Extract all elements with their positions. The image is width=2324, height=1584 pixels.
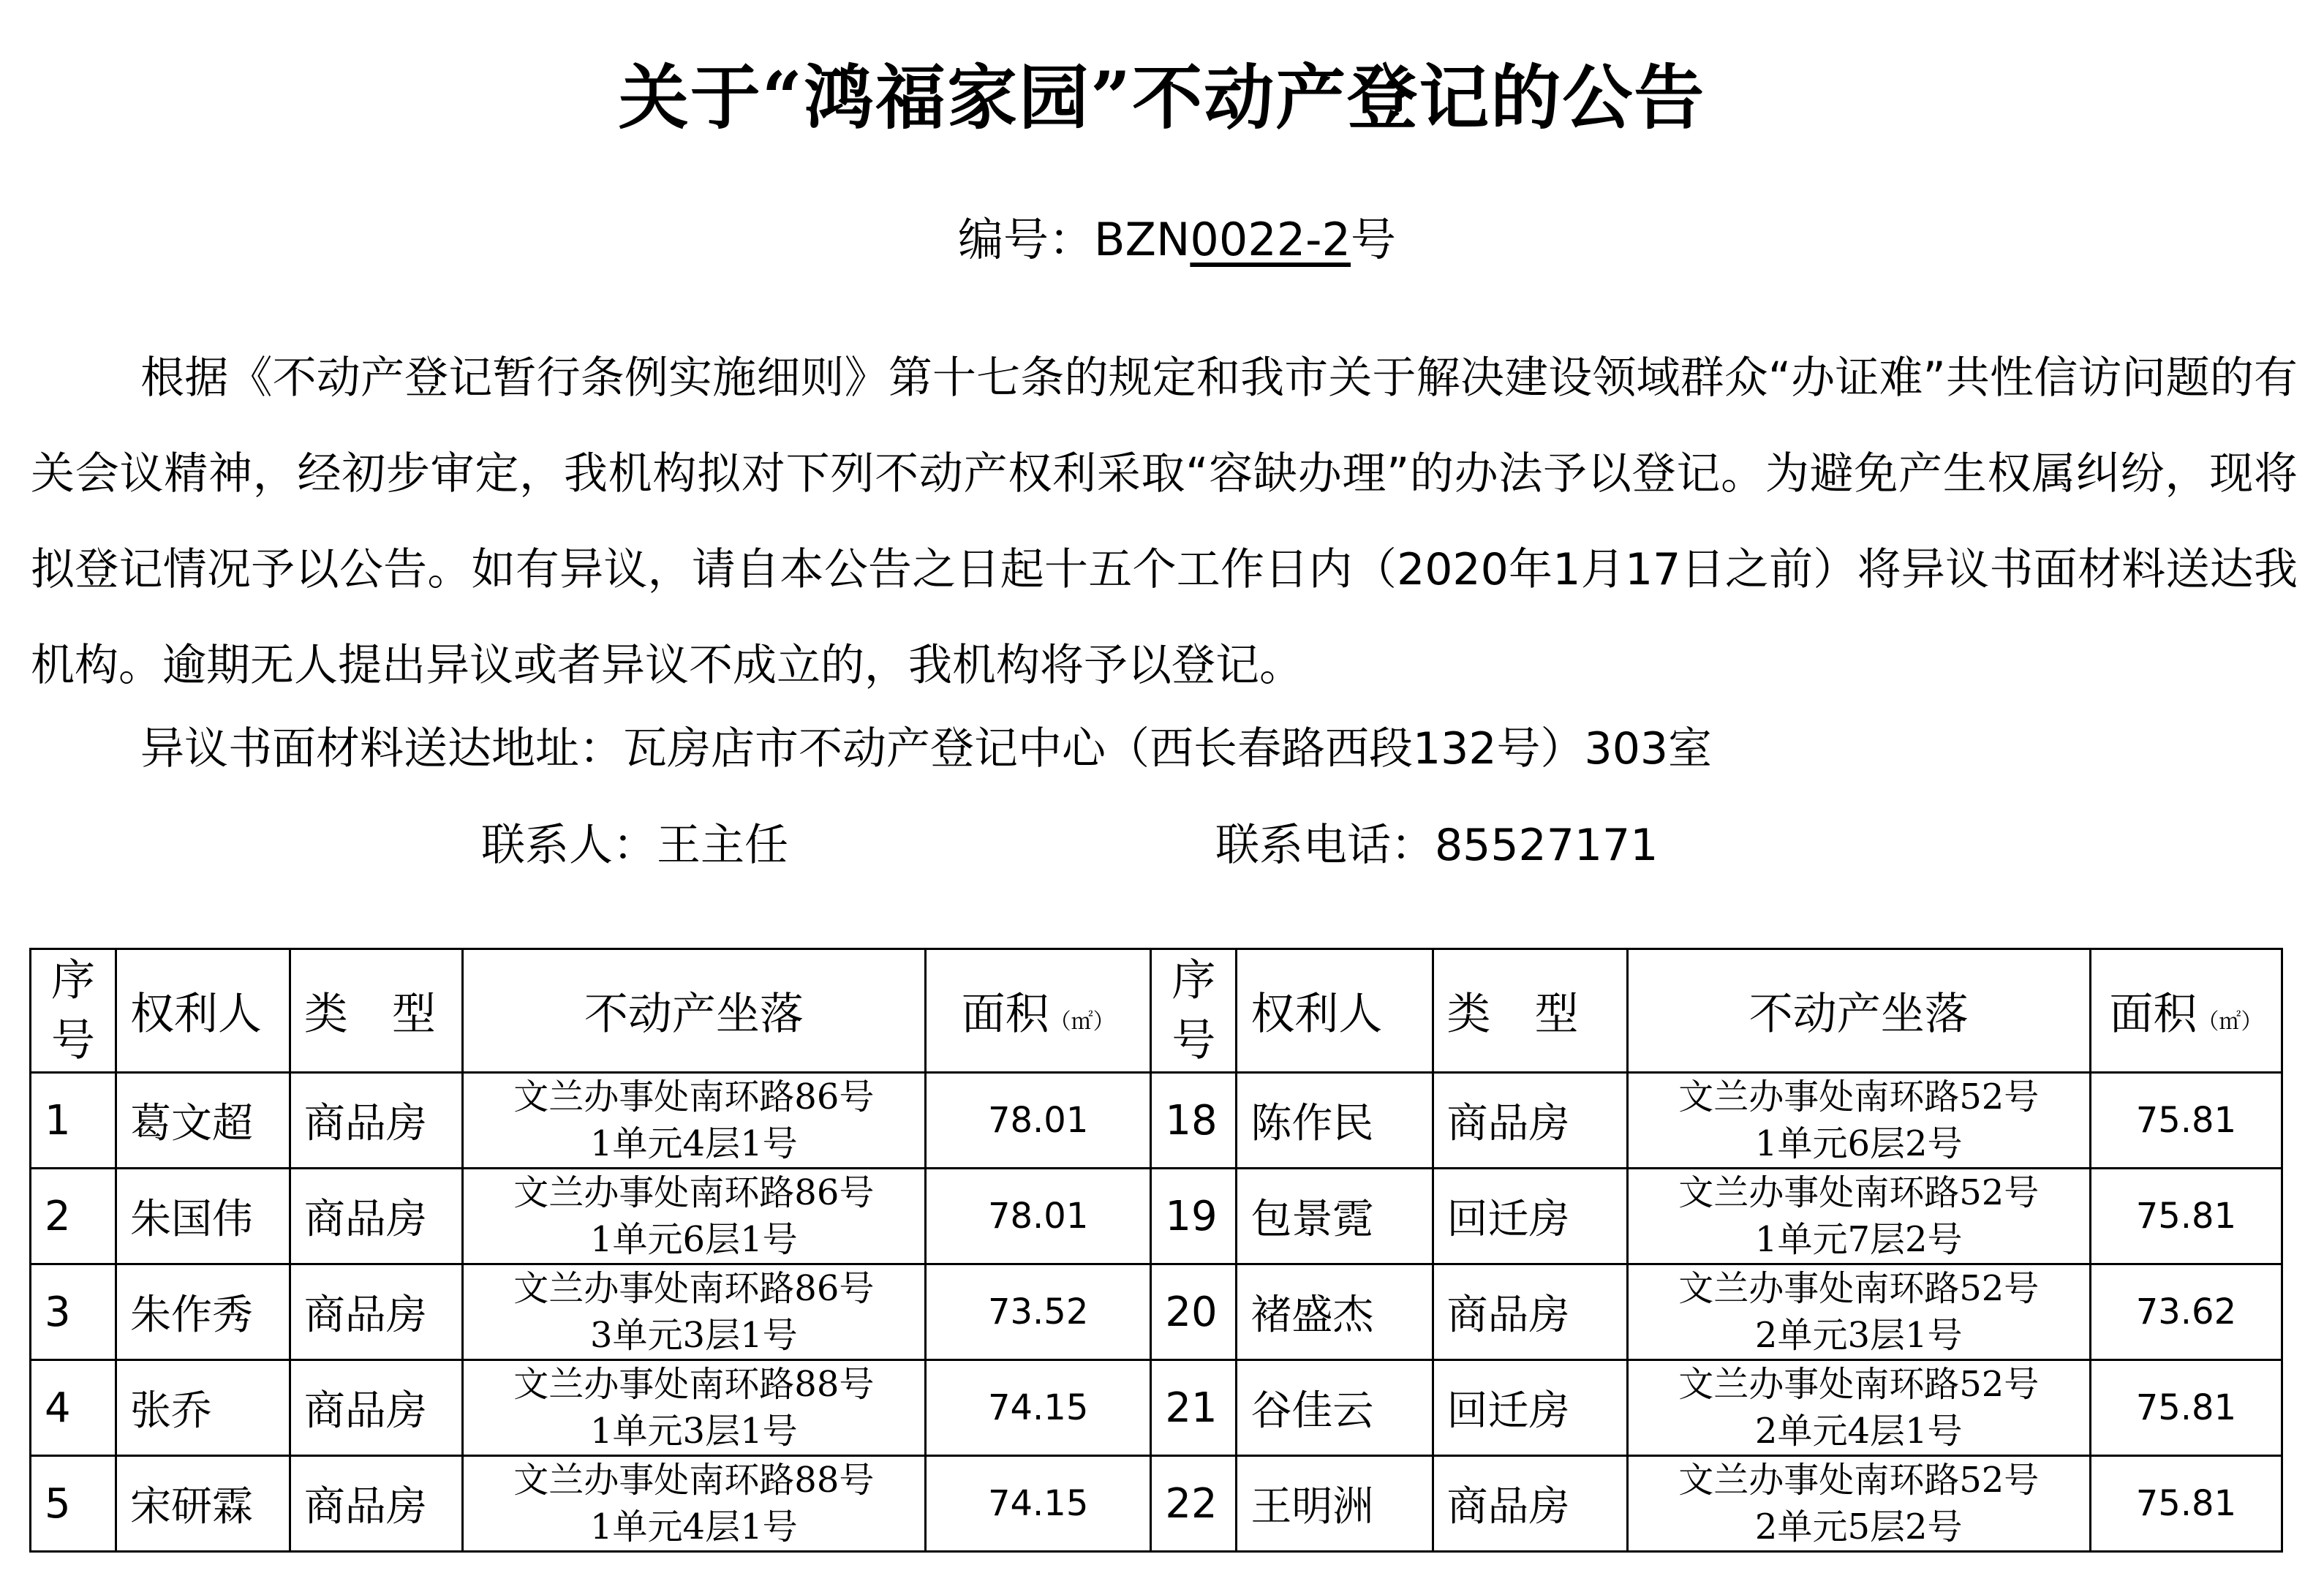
header-type: 类 型 [290, 949, 462, 1073]
cell-area: 75.81 [2090, 1169, 2282, 1264]
contact-phone: 联系电话：85527171 [1215, 820, 1659, 871]
notice-title: 关于“鸿福家园”不动产登记的公告 [618, 56, 1706, 139]
doc-number-prefix: 编号：BZN [958, 213, 1191, 266]
cell-location: 文兰办事处南环路88号 1单元4层1号 [462, 1456, 925, 1552]
cell-type: 商品房 [1433, 1073, 1627, 1169]
cell-seq: 4 [31, 1360, 116, 1456]
header-seq: 序 号 [31, 949, 116, 1073]
cell-holder: 褚盛杰 [1237, 1264, 1433, 1360]
header-holder: 权利人 [1237, 949, 1433, 1073]
header-holder: 权利人 [116, 949, 290, 1073]
cell-seq: 2 [31, 1169, 116, 1264]
cell-holder: 包景霓 [1237, 1169, 1433, 1264]
cell-type: 商品房 [290, 1456, 462, 1552]
header-area: 面积（㎡） [925, 949, 1151, 1073]
cell-seq: 22 [1151, 1456, 1237, 1552]
cell-type: 商品房 [290, 1264, 462, 1360]
cell-type: 商品房 [290, 1169, 462, 1264]
cell-location: 文兰办事处南环路88号 1单元3层1号 [462, 1360, 925, 1456]
cell-location: 文兰办事处南环路86号 3单元3层1号 [462, 1264, 925, 1360]
header-location: 不动产坐落 [1627, 949, 2090, 1073]
doc-number-value: 0022-2 [1190, 213, 1351, 266]
cell-area: 73.52 [925, 1264, 1151, 1360]
cell-location: 文兰办事处南环路86号 1单元4层1号 [462, 1073, 925, 1169]
doc-number-suffix: 号 [1351, 213, 1397, 266]
header-seq: 序 号 [1151, 949, 1237, 1073]
cell-location: 文兰办事处南环路86号 1单元6层1号 [462, 1169, 925, 1264]
cell-type: 回迁房 [1433, 1169, 1627, 1264]
cell-type: 商品房 [290, 1073, 462, 1169]
table-header-row [31, 949, 2282, 1073]
cell-area: 74.15 [925, 1456, 1151, 1552]
cell-area: 73.62 [2090, 1264, 2282, 1360]
header-type: 类 型 [1433, 949, 1627, 1073]
notice-body [31, 331, 2298, 714]
header-location: 不动产坐落 [462, 949, 925, 1073]
cell-seq: 18 [1151, 1073, 1237, 1169]
cell-area: 78.01 [925, 1169, 1151, 1264]
cell-holder: 陈作民 [1237, 1073, 1433, 1169]
contact-person: 联系人：王主任 [481, 820, 788, 871]
cell-area: 75.81 [2090, 1073, 2282, 1169]
cell-type: 商品房 [1433, 1456, 1627, 1552]
cell-location: 文兰办事处南环路52号 1单元7层2号 [1627, 1169, 2090, 1264]
table-row [31, 1264, 2282, 1360]
cell-seq: 20 [1151, 1264, 1237, 1360]
cell-holder: 王明洲 [1237, 1456, 1433, 1552]
cell-holder: 宋研霖 [116, 1456, 290, 1552]
document-number [958, 203, 1396, 268]
header-area: 面积（㎡） [2090, 949, 2282, 1073]
cell-holder: 张乔 [116, 1360, 290, 1456]
table-row [31, 1456, 2282, 1552]
cell-type: 商品房 [1433, 1264, 1627, 1360]
cell-area: 75.81 [2090, 1456, 2282, 1552]
cell-area: 78.01 [925, 1073, 1151, 1169]
cell-type: 商品房 [290, 1360, 462, 1456]
objection-address: 异议书面材料送达地址：瓦房店市不动产登记中心（西长春路西段132号）303室 [140, 723, 1713, 774]
cell-location: 文兰办事处南环路52号 1单元6层2号 [1627, 1073, 2090, 1169]
cell-seq: 19 [1151, 1169, 1237, 1264]
cell-area: 75.81 [2090, 1360, 2282, 1456]
registration-table [29, 948, 2283, 1553]
cell-area: 74.15 [925, 1360, 1151, 1456]
cell-location: 文兰办事处南环路52号 2单元3层1号 [1627, 1264, 2090, 1360]
cell-holder: 葛文超 [116, 1073, 290, 1169]
cell-seq: 3 [31, 1264, 116, 1360]
cell-holder: 朱国伟 [116, 1169, 290, 1264]
table-row [31, 1073, 2282, 1169]
cell-seq: 5 [31, 1456, 116, 1552]
cell-holder: 谷佳云 [1237, 1360, 1433, 1456]
cell-type: 回迁房 [1433, 1360, 1627, 1456]
table-row [31, 1169, 2282, 1264]
notice-body-text: 根据《不动产登记暂行条例实施细则》第十七条的规定和我市关于解决建设领域群众“办证难”共性信访问题的有关会议精神，经初步审定，我机构拟对下列不动产权利采取“容缺办理”的办法予以登记。为避免产生权属纠纷，现将拟登记情况予以公告。如有异议，请自本公告之日起十五个工作日内（2020年1月17日之前）将异议书面材料送达我机构。逾期无人提出异议或者异议不成立的，我机构将予以登记。 [31, 352, 2298, 691]
cell-seq: 21 [1151, 1360, 1237, 1456]
table-row [31, 1360, 2282, 1456]
cell-holder: 朱作秀 [116, 1264, 290, 1360]
cell-seq: 1 [31, 1073, 116, 1169]
cell-location: 文兰办事处南环路52号 2单元5层2号 [1627, 1456, 2090, 1552]
cell-location: 文兰办事处南环路52号 2单元4层1号 [1627, 1360, 2090, 1456]
